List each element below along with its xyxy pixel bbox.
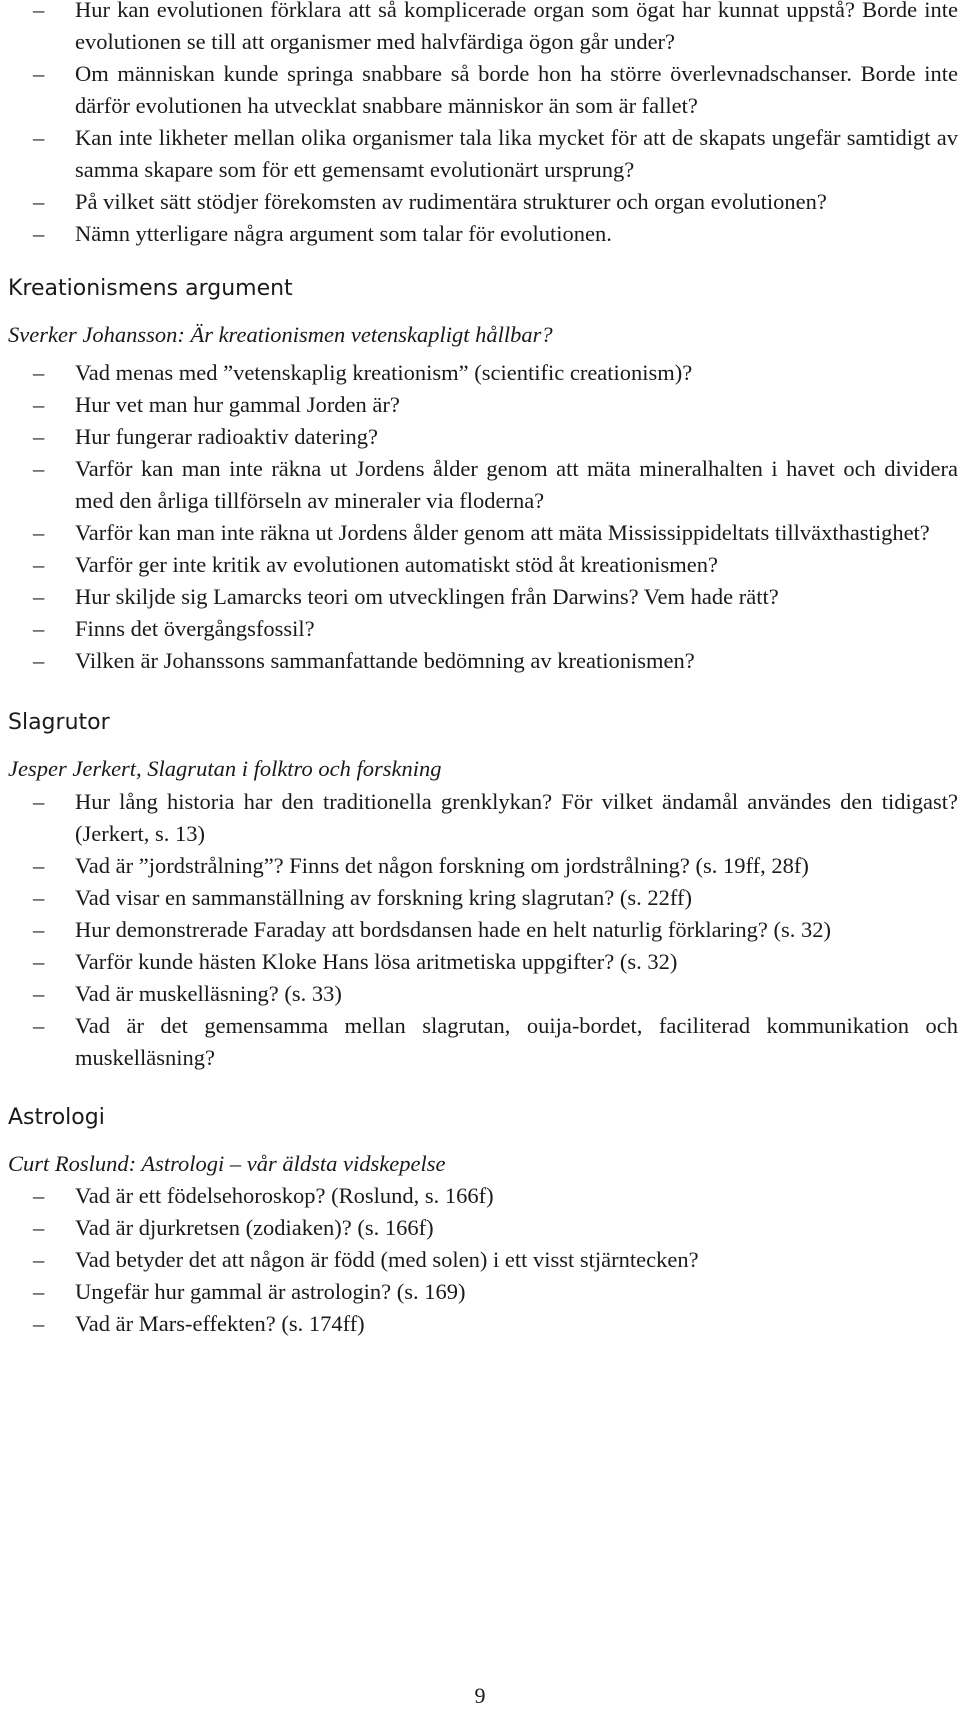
dash-bullet: – [33,424,45,449]
dash-bullet: – [33,584,45,609]
question-item [8,645,958,677]
question-item [8,581,958,613]
question-item [8,0,958,58]
intro-question-list [8,0,958,250]
dash-bullet: – [33,189,45,214]
question-text: Vad menas med ”vetenskaplig kreationism” (scientific creationism)? [75,360,693,385]
question-item [8,786,958,850]
section-heading: Astrologi [8,1105,105,1130]
question-item [8,517,958,549]
question-text: Hur demonstrerade Faraday att bordsdansen hade en helt naturlig förklaring? (s. 32) [75,917,831,942]
source-citation: Sverker Johansson: Är kreationismen vetenskapligt hållbar? [8,322,553,347]
question-text: Hur vet man hur gammal Jorden är? [75,392,400,417]
question-item [8,946,958,978]
dash-bullet: – [33,61,45,86]
source-citation: Jesper Jerkert, Slagrutan i folktro och forskning [8,756,442,781]
question-item [8,1180,958,1212]
dash-bullet: – [33,616,45,641]
dash-bullet: – [33,1183,45,1208]
question-text: Vad är ”jordstrålning”? Finns det någon forskning om jordstrålning? (s. 19ff, 28f) [75,853,809,878]
question-text: Vad är ett födelsehoroskop? (Roslund, s. 166f) [75,1183,494,1208]
section-heading: Slagrutor [8,710,110,735]
question-text: Hur kan evolutionen förklara att så komplicerade organ som ögat har kunnat uppstå? Borde inte evolutionen se till att organismer med halvfärdiga ögon går under? [75,0,958,54]
question-text: Varför kunde hästen Kloke Hans lösa aritmetiska uppgifter? (s. 32) [75,949,678,974]
dash-bullet: – [33,1215,45,1240]
question-item [8,186,958,218]
dash-bullet: – [33,360,45,385]
question-item [8,1010,958,1074]
question-text: Finns det övergångsfossil? [75,616,315,641]
dash-bullet: – [33,648,45,673]
dash-bullet: – [33,552,45,577]
question-text: Varför ger inte kritik av evolutionen automatiskt stöd åt kreationismen? [75,552,718,577]
question-list [8,1180,958,1340]
question-text: Hur skiljde sig Lamarcks teori om utvecklingen från Darwins? Vem hade rätt? [75,584,779,609]
question-text: Vad är djurkretsen (zodiaken)? (s. 166f) [75,1215,434,1240]
dash-bullet: – [33,1279,45,1304]
dash-bullet: – [33,1311,45,1336]
question-text: Kan inte likheter mellan olika organismer tala lika mycket för att de skapats ungefär samtidigt av samma skapare som för ett gemensamt evolutionärt ursprung? [75,125,958,182]
question-item [8,613,958,645]
question-text: Hur fungerar radioaktiv datering? [75,424,378,449]
document-page [8,0,958,1340]
dash-bullet: – [33,221,45,246]
question-item [8,882,958,914]
question-text: Vad betyder det att någon är född (med solen) i ett visst stjärntecken? [75,1247,699,1272]
page-number: 9 [474,1683,486,1708]
question-text: Varför kan man inte räkna ut Jordens ålder genom att mäta mineralhalten i havet och dividera med den årliga tillförseln av mineraler via floderna? [75,456,958,513]
question-item [8,389,958,421]
dash-bullet: – [33,125,45,150]
question-item [8,850,958,882]
question-item [8,421,958,453]
dash-bullet: – [33,1013,45,1038]
question-item [8,218,958,250]
question-item [8,122,958,186]
question-item [8,978,958,1010]
question-item [8,58,958,122]
question-text: På vilket sätt stödjer förekomsten av rudimentära strukturer och organ evolutionen? [75,189,827,214]
question-text: Vad visar en sammanställning av forskning kring slagrutan? (s. 22ff) [75,885,692,910]
question-text: Hur lång historia har den traditionella grenklykan? För vilket ändamål användes den tidigast? (Jerkert, s. 13) [75,789,958,846]
question-item [8,1276,958,1308]
question-list [8,786,958,1074]
question-item [8,549,958,581]
source-citation: Curt Roslund: Astrologi – vår äldsta vidskepelse [8,1151,446,1176]
question-text: Vad är muskelläsning? (s. 33) [75,981,342,1006]
question-text: Vad är det gemensamma mellan slagrutan, ouija-bordet, faciliterad kommunikation och muskelläsning? [75,1013,958,1070]
dash-bullet: – [33,0,45,22]
question-item [8,1308,958,1340]
question-list [8,357,958,677]
question-text: Nämn ytterligare några argument som talar för evolutionen. [75,221,612,246]
dash-bullet: – [33,456,45,481]
question-item [8,1212,958,1244]
dash-bullet: – [33,949,45,974]
dash-bullet: – [33,392,45,417]
question-text: Vilken är Johanssons sammanfattande bedömning av kreationismen? [75,648,695,673]
question-text: Varför kan man inte räkna ut Jordens ålder genom att mäta Mississippideltats tillväxthastighet? [75,520,930,545]
question-item [8,1244,958,1276]
dash-bullet: – [33,853,45,878]
question-item [8,357,958,389]
dash-bullet: – [33,520,45,545]
dash-bullet: – [33,1247,45,1272]
question-text: Vad är Mars-effekten? (s. 174ff) [75,1311,365,1336]
dash-bullet: – [33,885,45,910]
dash-bullet: – [33,917,45,942]
question-text: Ungefär hur gammal är astrologin? (s. 169) [75,1279,466,1304]
question-item [8,453,958,517]
question-item [8,914,958,946]
dash-bullet: – [33,789,45,814]
question-text: Om människan kunde springa snabbare så borde hon ha större överlevnadschanser. Borde inte därför evolutionen ha utvecklat snabbare människor än som är fallet? [75,61,958,118]
section-heading: Kreationismens argument [8,276,293,301]
dash-bullet: – [33,981,45,1006]
